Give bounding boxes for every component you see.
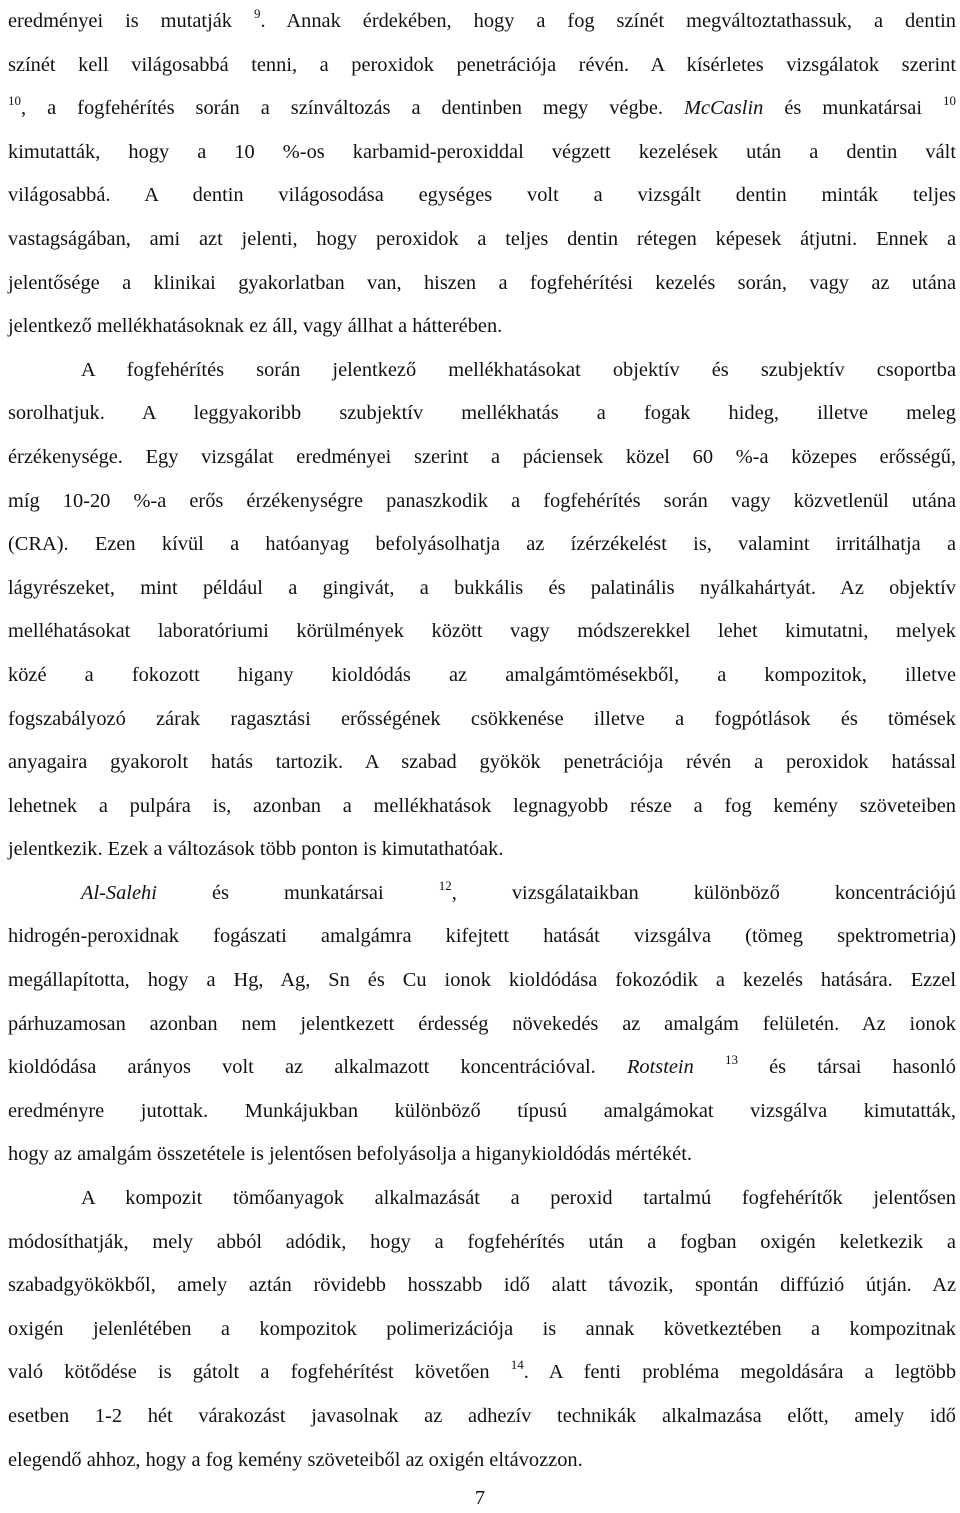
text-run: eredményei is mutatják [8, 10, 254, 32]
text-line: szabadgyökökből, amely aztán rövidebb hosszabb idő alatt távozik, spontán diffúzió útján. Az [8, 1274, 956, 1297]
text-line [8, 87, 956, 131]
citation-ref: 10 [8, 93, 21, 109]
text-line: (CRA). Ezen kívül a hatóanyag befolyásolhatja az ízérzékelést is, valamint irritálhatja a [8, 533, 956, 556]
citation-ref: 14 [510, 1357, 524, 1373]
text-line: érzékenysége. Egy vizsgálat eredményei szerint a páciensek közel 60 %-a közepes erősségű, [8, 445, 956, 468]
author-name: Al-Salehi [81, 881, 157, 904]
text-run: és munkatársai [156, 881, 439, 904]
author-name: McCaslin [684, 97, 764, 120]
text-line: míg 10-20 %-a erős érzékenységre panaszkodik a fogfehérítés során vagy közvetlenül utána [8, 489, 956, 512]
text-line [8, 1351, 956, 1395]
text-line: színét kell világosabbá tenni, a peroxidok penetrációja révén. A kísérletes vizsgálatok szerint [8, 53, 956, 76]
text-line: jelentkezik. Ezek a változások több ponton is kimutathatóak. [8, 838, 504, 861]
text-run: , a fogfehérítés során a színváltozás a dentinben megy végbe. [21, 97, 685, 120]
body-text [8, 0, 956, 1482]
text-run: és társai hasonló [737, 1056, 956, 1079]
paragraph-2 [8, 349, 956, 872]
text-line: fogszabályozó zárak ragasztási erősségének csökkenése illetve a fogpótlások és tömések [8, 707, 956, 730]
citation-ref: 12 [438, 877, 452, 893]
text-line: jelentkező mellékhatásoknak ez áll, vagy állhat a hátterében. [8, 315, 503, 338]
author-name: Rotstein [626, 1056, 694, 1079]
text-line: vastagságában, ami azt jelenti, hogy peroxidok a teljes dentin rétegen képesek átjutni. Ennek a [8, 227, 956, 250]
text-line: módosíthatják, mely abból adódik, hogy a fogfehérítés után a fogban oxigén keletkezik a [8, 1230, 956, 1253]
text-line: A kompozit tömőanyagok alkalmazását a peroxid tartalmú fogfehérítők jelentősen [81, 1187, 956, 1210]
text-line: elegendő ahhoz, hogy a fog kemény szöveteiből az oxigén eltávozzon. [8, 1448, 583, 1471]
text-run: , vizsgálataikban különböző koncentrációjú [451, 881, 956, 904]
text-line: hogy az amalgám összetétele is jelentősen befolyásolja a higanykioldódás mértékét. [8, 1143, 692, 1166]
text-run: . A fenti probléma megoldására a legtöbb [523, 1361, 957, 1384]
text-run: és munkatársai [763, 97, 943, 120]
citation-ref: 10 [943, 93, 956, 109]
text-line [8, 872, 956, 916]
text-line: jelentősége a klinikai gyakorlatban van, hiszen a fogfehérítési kezelés során, vagy az utána [8, 271, 956, 294]
paragraph-3 [8, 872, 956, 1177]
paragraph-4 [8, 1177, 956, 1482]
text-line: oxigén jelenlétében a kompozitok polimerizációja is annak következtében a kompozitnak [8, 1317, 956, 1340]
text-line: lehetnek a pulpára is, azonban a mellékhatások legnagyobb része a fog kemény szöveteiben [8, 794, 956, 817]
text-line: melléhatásokat laboratóriumi körülmények között vagy módszerekkel lehet kimutatni, melyek [8, 620, 956, 643]
text-run: . Annak érdekében, hogy a fog színét megváltoztathassuk, a dentin [260, 10, 956, 32]
page-number: 7 [474, 1487, 486, 1509]
text-line: párhuzamosan azonban nem jelentkezett érdesség növekedés az amalgám felületén. Az ionok [8, 1012, 956, 1035]
text-line: kimutatták, hogy a 10 %-os karbamid-peroxiddal végzett kezelések után a dentin vált [8, 140, 956, 163]
citation-ref: 13 [724, 1052, 738, 1068]
text-line: esetben 1-2 hét várakozást javasolnak az adhezív technikák alkalmazása előtt, amely idő [8, 1405, 956, 1427]
text-line: megállapította, hogy a Hg, Ag, Sn és Cu ionok kioldódása fokozódik a kezelés hatására. Ezzel [8, 969, 956, 992]
text-run: kioldódása arányos volt az alkalmazott koncentrációval. [8, 1056, 627, 1079]
text-line [8, 0, 956, 44]
text-line: közé a fokozott higany kioldódás az amalgámtömésekből, a kompozitok, illetve [8, 663, 956, 686]
text-line: anyagaira gyakorolt hatás tartozik. A szabad gyökök penetrációja révén a peroxidok hatással [8, 751, 956, 774]
text-line [8, 1046, 956, 1090]
text-line: lágyrészeket, mint például a gingivát, a bukkális és palatinális nyálkahártyát. Az objektív [8, 576, 956, 599]
text-line: hidrogén-peroxidnak fogászati amalgámra kifejtett hatását vizsgálva (tömeg spektrometria) [8, 925, 956, 948]
text-line: világosabbá. A dentin világosodása egységes volt a vizsgált dentin minták teljes [8, 184, 956, 207]
text-run: való kötődése is gátolt a fogfehérítést követően [8, 1361, 511, 1384]
citation-ref: 9 [253, 6, 261, 21]
text-line: sorolhatjuk. A leggyakoribb szubjektív mellékhatás a fogak hideg, illetve meleg [8, 402, 956, 425]
text-line: eredményre jutottak. Munkájukban különböző típusú amalgámokat vizsgálva kimutatták, [8, 1099, 956, 1122]
paragraph-1 [8, 0, 956, 349]
text-line: A fogfehérítés során jelentkező mellékhatásokat objektív és szubjektív csoportba [81, 358, 956, 381]
